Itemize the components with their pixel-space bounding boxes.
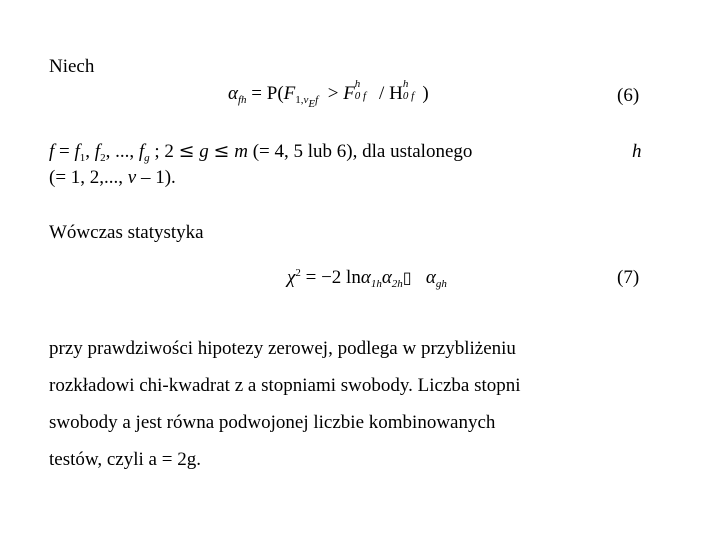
- equation-6-number: (6): [617, 85, 640, 106]
- eq7-ag-sub: gh: [435, 278, 447, 290]
- eq7-a1: α: [360, 267, 371, 288]
- eq7-a2: α: [381, 267, 392, 288]
- eq6-F0-sup: h: [354, 78, 361, 90]
- eq6-alpha-sub: fh: [237, 94, 247, 106]
- eq6-alpha: α: [228, 83, 238, 104]
- eq7-a2-sub: 2h: [391, 278, 403, 290]
- eq6-F: F: [283, 83, 296, 104]
- equation-7-number: (7): [617, 267, 640, 288]
- eq6-slash: /: [379, 83, 385, 104]
- condition-line-2: (= 1, 2,..., v – 1).: [49, 167, 176, 188]
- paragraph-line-4: testów, czyli a = 2g.: [49, 449, 201, 470]
- condition-var-h: [632, 142, 642, 161]
- paragraph-line-1: przy prawdziwości hipotezy zerowej, podlega w przybliżeniu: [49, 338, 516, 359]
- eq7-chi: χ: [287, 267, 296, 288]
- eq6-close: ): [422, 83, 429, 104]
- paragraph: [49, 330, 643, 478]
- eq6-H-sub: 0 f: [402, 90, 415, 102]
- eq6-F-subsub3: f: [315, 94, 319, 106]
- equation-6: [228, 78, 429, 110]
- eq7-rhs: = −2 ln: [305, 267, 361, 288]
- paragraph-line-3: swobody a jest równa podwojonej liczbie kombinowanych: [49, 412, 496, 433]
- eq7-ag: α: [425, 267, 436, 288]
- eq6-H-sup: h: [402, 78, 409, 90]
- eq6-F-subsub: ν: [303, 94, 309, 106]
- eq6-F-sub: 1,: [295, 94, 304, 106]
- paragraph-line-2: rozkładowi chi-kwadrat z a stopniami swobody. Liczba stopni: [49, 375, 521, 396]
- eq6-F0: F: [343, 83, 355, 104]
- condition-h: h: [632, 141, 642, 162]
- eq6-gt: >: [327, 83, 339, 104]
- eq7-chi-sup: 2: [295, 267, 301, 279]
- eq6-F0-sub: 0 f: [354, 90, 367, 102]
- eq6-H: H: [389, 83, 403, 104]
- condition-line-1: $f = f_1$, $f_2$, ..., $f_g$ ; 2 ≤ g ≤ m (= 4, 5 lub 6), dla ustalonego: [49, 140, 473, 164]
- eq7-box: ▯: [402, 268, 412, 287]
- eq6-prob: P(: [266, 83, 284, 104]
- equation-7: [287, 267, 447, 290]
- eq6-equals: =: [251, 83, 263, 104]
- eq6-F-subsub2: E: [308, 98, 316, 110]
- then-text: Wówczas statystyka: [49, 222, 204, 243]
- intro-text: Niech: [49, 56, 95, 77]
- eq7-a1-sub: 1h: [370, 278, 382, 290]
